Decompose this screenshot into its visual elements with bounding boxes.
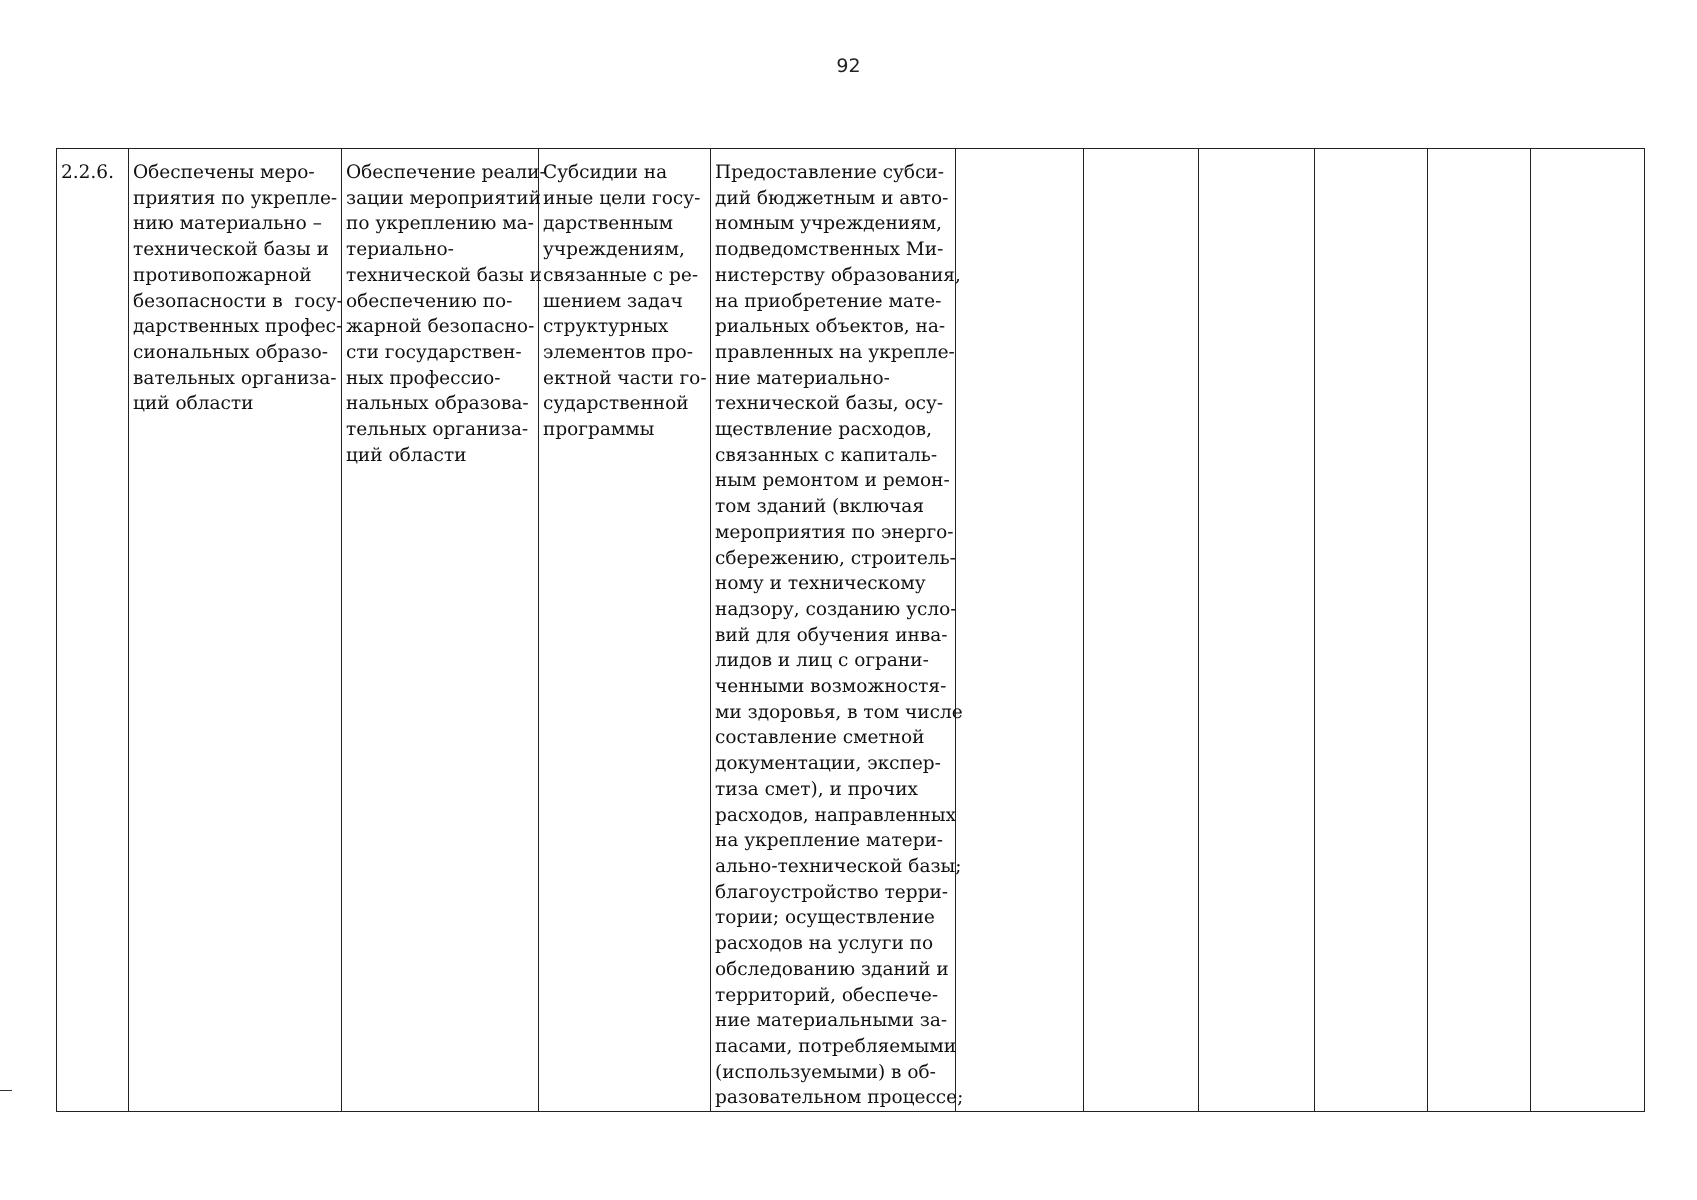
empty-cell bbox=[1084, 149, 1199, 1112]
result-cell bbox=[129, 149, 342, 1112]
event-cell bbox=[342, 149, 546, 1112]
result-text: Обеспечены меро- приятия по укрепле- нию материально – технической базы и противопожарной безопасности в госу- дарственных профес- сиональных образо- вательных организа- ций области bbox=[133, 162, 343, 415]
empty-cell bbox=[1428, 149, 1531, 1112]
empty-cell bbox=[1531, 149, 1645, 1112]
subsidy-type-text: Субсидии на иные цели госу- дарственным учреждениям, связанные с ре- шением задач структурных элементов про- ектной части го- сударственной программы bbox=[543, 162, 707, 441]
program-table bbox=[56, 148, 1645, 1112]
page-number: 92 bbox=[836, 55, 861, 77]
empty-cell bbox=[956, 149, 1084, 1112]
empty-cell bbox=[1315, 149, 1428, 1112]
empty-cell bbox=[1199, 149, 1315, 1112]
purpose-cell bbox=[711, 149, 964, 1112]
row-number-cell bbox=[57, 149, 129, 1112]
purpose-text: Предоставление субси- дий бюджетным и авто- номным учреждениям, подведомственных Ми- нистерству образования, на приобретение мате- риальных объектов, на- правленных на укрепле- ние материально- технической базы, осу- ществление расходов, связанных с капиталь- ным ремонтом и ремон- том зданий (включая мероприятия по энерго- сбережению, строитель- ному и техническому надзору, созданию усло- вий для обучения инва- лидов и лиц с ограни- ченными возможностя- ми здоровья, в том числе составление сметной документации, экспер- тиза смет), и прочих расходов, направленных на укрепление матери- ально-технической базы; благоустройство терри- тории; осуществление расходов на услуги по обследованию зданий и территорий, обеспече- ние материальными за- пасами, потребляемыми (используемыми) в об- разовательном процессе; bbox=[715, 162, 964, 1109]
subsidy-type-cell bbox=[539, 149, 711, 1112]
table-row bbox=[57, 149, 1645, 1112]
scan-margin-mark bbox=[0, 1090, 12, 1091]
event-text: Обеспечение реали- зации мероприятий по укреплению ма- териально- технической базы и обеспечению по- жарной безопасно- сти государствен- ных профессио- нальных образова- тельных организа- ций области bbox=[346, 162, 546, 466]
row-number: 2.2.6. bbox=[61, 162, 114, 183]
